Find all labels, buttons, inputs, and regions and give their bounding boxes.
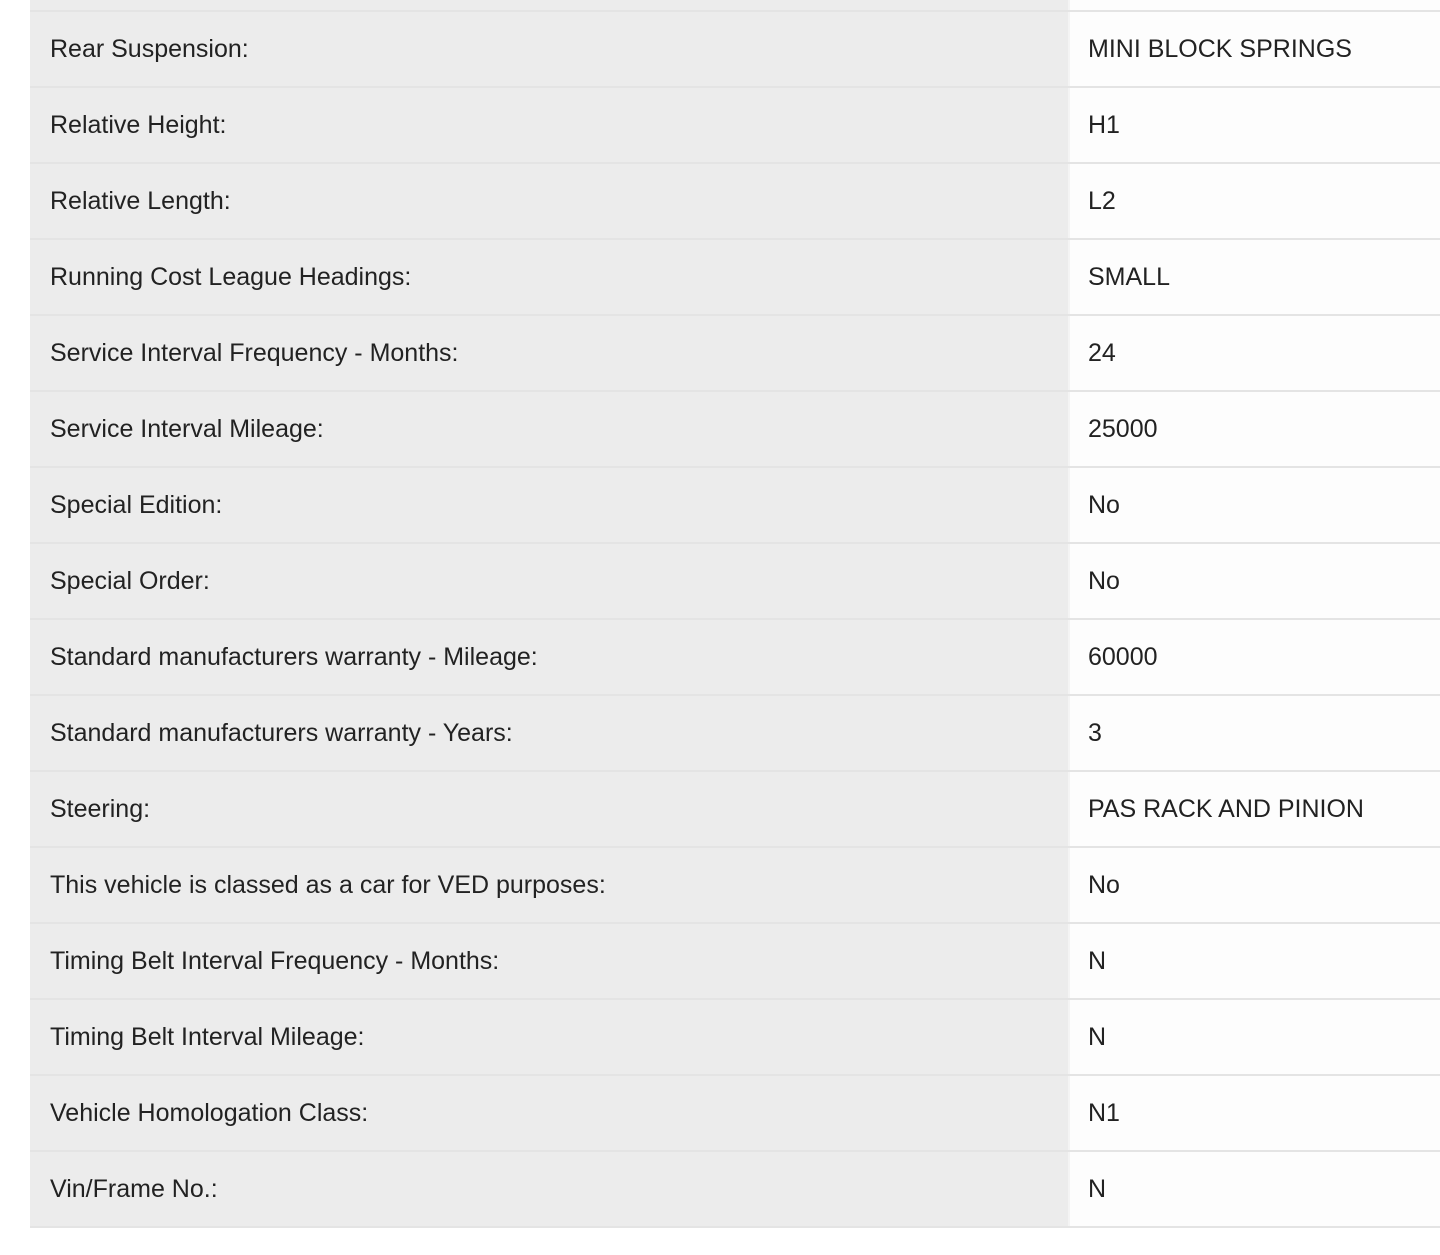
spec-value: 60000 xyxy=(1070,620,1440,694)
spec-label: Service Interval Mileage: xyxy=(30,392,1068,466)
spec-value: H1 xyxy=(1070,88,1440,162)
spec-value: N xyxy=(1070,1152,1440,1226)
spec-value-cell xyxy=(1070,0,1440,10)
table-row xyxy=(30,1076,1440,1152)
spec-label: Rear Suspension: xyxy=(30,12,1068,86)
spec-value: L2 xyxy=(1070,164,1440,238)
spec-value: MINI BLOCK SPRINGS xyxy=(1070,12,1440,86)
spec-value: 3 xyxy=(1070,696,1440,770)
table-row xyxy=(30,316,1440,392)
spec-label: Running Cost League Headings: xyxy=(30,240,1068,314)
table-row xyxy=(30,696,1440,772)
spec-label: Service Interval Frequency - Months: xyxy=(30,316,1068,390)
spec-label: Vin/Frame No.: xyxy=(30,1152,1068,1226)
table-row xyxy=(30,620,1440,696)
spec-value: No xyxy=(1070,468,1440,542)
spec-label: Special Order: xyxy=(30,544,1068,618)
spec-label: Timing Belt Interval Mileage: xyxy=(30,1000,1068,1074)
spec-value: SMALL xyxy=(1070,240,1440,314)
table-row xyxy=(30,848,1440,924)
spec-label: Relative Height: xyxy=(30,88,1068,162)
spec-table xyxy=(30,0,1440,1228)
spec-value: 24 xyxy=(1070,316,1440,390)
table-row xyxy=(30,12,1440,88)
table-row xyxy=(30,544,1440,620)
table-row xyxy=(30,1152,1440,1228)
spec-value: N1 xyxy=(1070,1076,1440,1150)
table-row xyxy=(30,924,1440,1000)
spec-label: Standard manufacturers warranty - Mileage: xyxy=(30,620,1068,694)
table-row xyxy=(30,88,1440,164)
spec-label: Special Edition: xyxy=(30,468,1068,542)
spec-label: Vehicle Homologation Class: xyxy=(30,1076,1068,1150)
spec-value: PAS RACK AND PINION xyxy=(1070,772,1440,846)
spec-label-cell xyxy=(30,0,1068,10)
spec-value: 25000 xyxy=(1070,392,1440,466)
table-row xyxy=(30,240,1440,316)
table-row xyxy=(30,468,1440,544)
spec-value: N xyxy=(1070,924,1440,998)
table-row-partial xyxy=(30,0,1440,12)
spec-value: No xyxy=(1070,848,1440,922)
table-row xyxy=(30,1000,1440,1076)
spec-value: No xyxy=(1070,544,1440,618)
spec-label: Steering: xyxy=(30,772,1068,846)
table-row xyxy=(30,164,1440,240)
spec-label: Timing Belt Interval Frequency - Months: xyxy=(30,924,1068,998)
spec-label: This vehicle is classed as a car for VED purposes: xyxy=(30,848,1068,922)
table-row xyxy=(30,392,1440,468)
spec-value: N xyxy=(1070,1000,1440,1074)
spec-label: Standard manufacturers warranty - Years: xyxy=(30,696,1068,770)
spec-label: Relative Length: xyxy=(30,164,1068,238)
table-row xyxy=(30,772,1440,848)
